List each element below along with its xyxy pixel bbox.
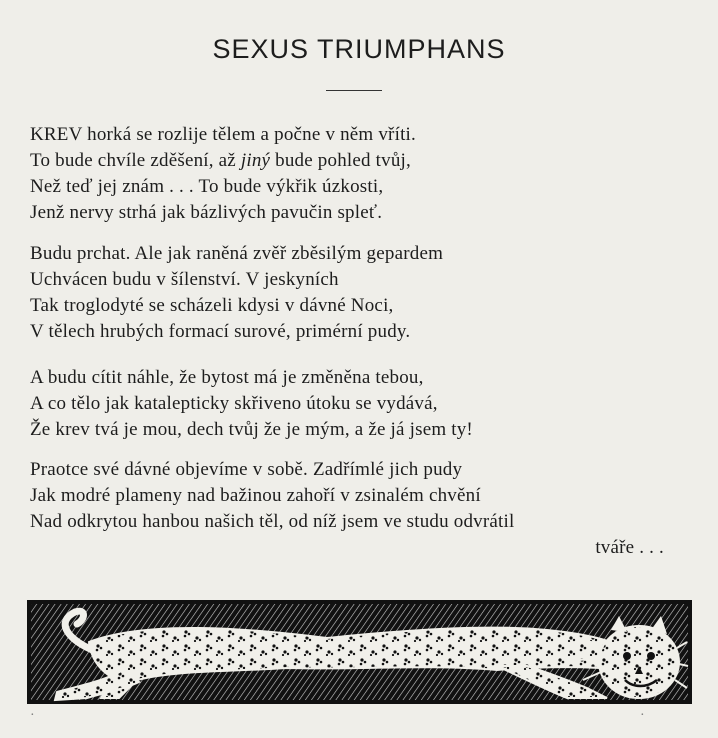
verse-line: Že krev tvá je mou, dech tvůj že je mým, a že já jsem ty!	[30, 419, 473, 440]
verse-line: To bude chvíle zděšení, až jiný bude pohled tvůj,	[30, 150, 411, 171]
poem-title: SEXUS TRIUMPHANS	[212, 34, 506, 64]
title-divider	[326, 90, 382, 91]
verse-line: A budu cítit náhle, že bytost má je změněna tebou,	[30, 367, 424, 388]
verse-line: Než teď jej znám . . . To bude výkřik úzkosti,	[30, 176, 384, 197]
verse-line: A co tělo jak katalepticky skřiveno útoku se vydává,	[30, 393, 438, 414]
verse-line: Nad odkrytou hanbou našich těl, od níž jsem ve studu odvrátil	[30, 511, 515, 532]
stanza-3	[30, 365, 690, 443]
verse-line: Praotce své dávné objevíme v sobě. Zadřímlé jich pudy	[30, 459, 463, 480]
verse-line: V tělech hrubých formací surové, primérní pudy.	[30, 321, 411, 342]
page-speck: ·	[30, 708, 35, 723]
page-speck: ·	[640, 708, 645, 723]
verse-line: KREV horká se rozlije tělem a počne v něm vříti.	[30, 124, 416, 145]
verse-line-continuation: tváře . . .	[595, 537, 664, 558]
verse-line: Jenž nervy strhá jak bázlivých pavučin spleť.	[30, 202, 383, 223]
stanza-4	[30, 457, 690, 561]
leopard-woodcut-icon	[27, 600, 692, 704]
stanza-2	[30, 241, 690, 345]
verse-line: Uchvácen budu v šílenství. V jeskyních	[30, 269, 339, 290]
stanza-1	[30, 122, 690, 226]
verse-line: Budu prchat. Ale jak raněná zvěř zběsilým gepardem	[30, 243, 444, 264]
verse-line: Tak troglodyté se scházeli kdysi v dávné Noci,	[30, 295, 394, 316]
verse-line: Jak modré plameny nad bažinou zahoří v zsinalém chvění	[30, 485, 481, 506]
